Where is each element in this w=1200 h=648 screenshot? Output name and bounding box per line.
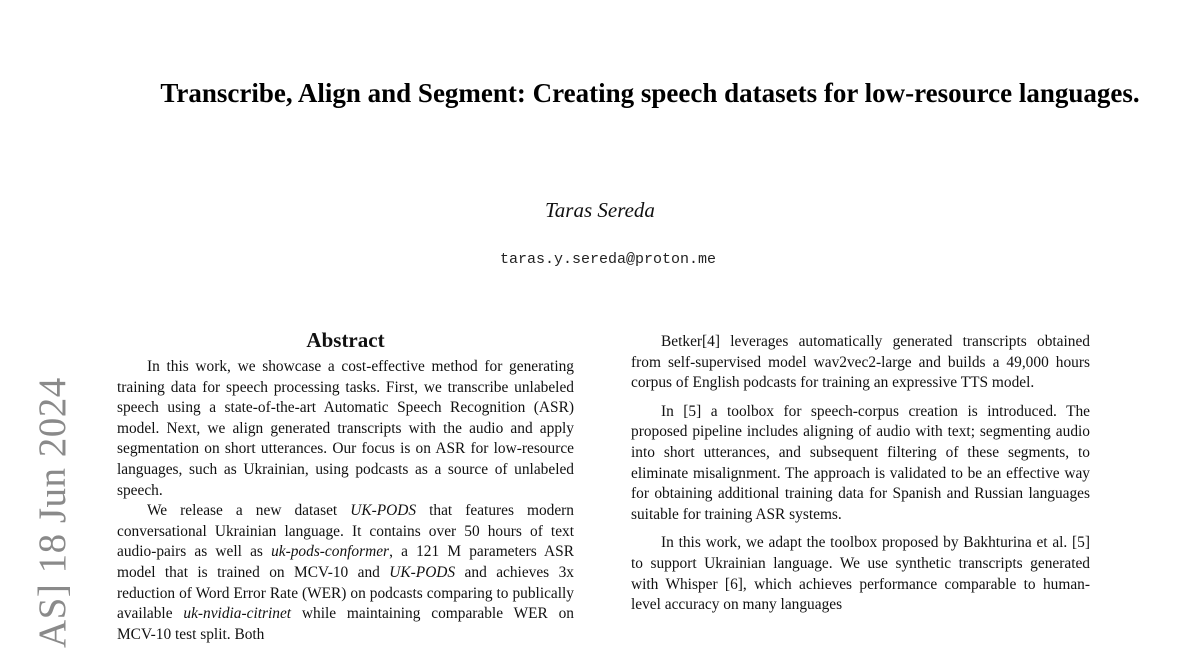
paper-title: Transcribe, Align and Segment: Creating speech datasets for low-resource languages. <box>160 78 1140 108</box>
arxiv-margin-stamp: AS] 18 Jun 2024 <box>31 377 74 648</box>
dataset-name: UK-PODS <box>389 563 456 581</box>
baseline-model-name: uk-nvidia-citrinet <box>183 605 292 623</box>
abstract-text: We release a new dataset <box>147 502 351 520</box>
author-email: taras.y.sereda@proton.me <box>499 251 717 268</box>
abstract-text: that features modern conversational Ukrainian language. It contains over 50 hours of text audio-pairs as well as <box>117 502 575 561</box>
abstract-column <box>117 327 574 645</box>
abstract-paragraph-1: In this work, we showcase a cost-effective method for generating training data for speech processing tasks. First, we transcribe unlabeled speech using a state-of-the-art Automatic Speech Recognition (ASR) model. Next, we align generated transcripts with the audio and apply segmentation on short utterances. Our focus is on ASR for low-resource languages, such as Ukrainian, using podcasts as a source of unlabeled speech. <box>117 358 574 499</box>
dataset-name: UK-PODS <box>350 502 417 520</box>
author-name: Taras Sereda <box>545 198 655 222</box>
body-column-right <box>631 332 1090 616</box>
abstract-text: and achieves 3x reduction of Word Error Rate (WER) on podcasts comparing to publically available <box>117 563 574 623</box>
body-paragraph-1: Betker[4] leverages automatically generated transcripts obtained from self-supervised model wav2vec2-large and builds a 49,000 hours corpus of English podcasts for training an expressive TTS model. <box>631 333 1090 392</box>
model-name: uk-pods-conformer <box>271 543 390 561</box>
abstract-text: while maintaining comparable WER on MCV-10 test split. Both <box>117 605 574 643</box>
abstract-paragraph-2 <box>117 501 574 645</box>
body-paragraph-3: In this work, we adapt the toolbox proposed by Bakhturina et al. [5] to support Ukrainian language. We use synthetic transcripts generated with Whisper [6], which achieves performance comparable to human-level accuracy on many languages <box>631 534 1090 614</box>
body-paragraph-2: In [5] a toolbox for speech-corpus creation is introduced. The proposed pipeline includes aligning of audio with text; segmenting audio into short utterances, and subsequent filtering of these segments, to eliminate misalignment. The approach is validated to be an effective way for obtaining additional training data for Spanish and Russian languages suitable for training ASR systems. <box>631 402 1090 523</box>
abstract-text: , a 121 M parameters ASR model that is trained on MCV-10 and <box>117 543 574 581</box>
abstract-heading: Abstract <box>306 328 385 352</box>
